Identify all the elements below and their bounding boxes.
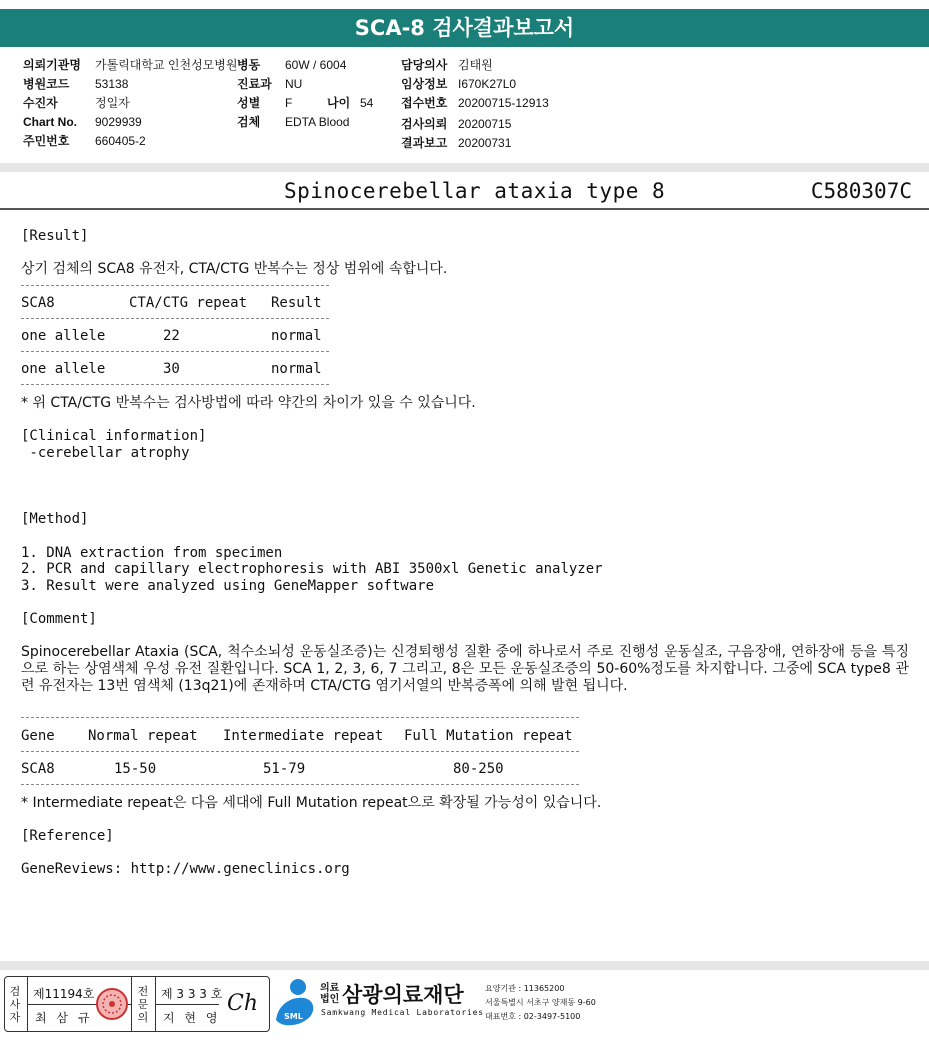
age-value: 54 — [360, 96, 374, 110]
info-label: 의뢰기관명 — [23, 58, 81, 72]
reference-heading: [Reference] — [21, 828, 114, 844]
result-row-allele: one allele — [21, 328, 106, 344]
info-label: 결과보고 — [401, 136, 448, 150]
info-value: 가톨릭대학교 인천성모병원 — [95, 58, 238, 72]
info-label: 접수번호 — [401, 96, 448, 110]
info-label: 임상정보 — [401, 77, 448, 91]
table-divider — [21, 285, 329, 286]
method-item: 2. PCR and capillary electrophoresis with ABI 3500xl Genetic analyzer — [21, 561, 603, 577]
info-value: 김태원 — [458, 58, 493, 72]
reference-link[interactable]: GeneReviews: http://www.geneclinics.org — [21, 861, 350, 877]
result-heading: [Result] — [21, 228, 89, 244]
header-divider — [0, 163, 929, 172]
comment-row-full: 80-250 — [453, 761, 504, 777]
info-label: 성별 — [237, 96, 261, 110]
specialist-label: 전문의 — [137, 985, 149, 1024]
comment-row-intermediate: 51-79 — [263, 761, 306, 777]
org-name: 삼광의료재단 — [342, 983, 464, 1007]
sml-logo-icon — [272, 976, 318, 1028]
cell-divider — [131, 977, 132, 1031]
info-value: I670K27L0 — [458, 77, 517, 91]
info-value: 20200715-12913 — [458, 96, 549, 110]
doctor-name: 지 현 영 — [163, 1011, 221, 1025]
age-label: 나이 — [327, 96, 351, 110]
doctor-signature: Ch — [227, 991, 259, 1016]
info-label: 검체 — [237, 115, 261, 129]
result-row-allele: one allele — [21, 361, 106, 377]
result-summary: 상기 검체의 SCA8 유전자, CTA/CTG 반복수는 정상 범위에 속합니다. — [21, 261, 448, 277]
info-value: 60W / 6004 — [285, 58, 347, 72]
patient-info-col1 — [23, 56, 237, 151]
clinical-text: -cerebellar atrophy — [21, 445, 190, 461]
info-label: 병원코드 — [23, 77, 70, 91]
comment-header-normal: Normal repeat — [88, 728, 198, 744]
result-row-result: normal — [271, 361, 322, 377]
info-label: Chart No. — [23, 115, 77, 129]
examiner-seal-icon — [95, 987, 129, 1021]
info-label: 담당의사 — [401, 58, 448, 72]
test-code: C580307C — [810, 179, 912, 203]
result-row-result: normal — [271, 328, 322, 344]
method-item: 3. Result were analyzed using GeneMapper software — [21, 578, 435, 594]
table-divider — [21, 351, 329, 352]
test-title-bar — [0, 177, 929, 210]
examiner-name: 최 삼 규 — [35, 1011, 93, 1025]
table-divider — [21, 784, 579, 785]
title-underline — [0, 208, 929, 210]
org-phone: 대표번호 : 02-3497-5100 — [485, 1012, 581, 1021]
comment-header-intermediate: Intermediate repeat — [223, 728, 384, 744]
signature-box — [4, 976, 270, 1032]
result-row-repeat: 22 — [163, 328, 180, 344]
patient-info-col2 — [237, 56, 373, 132]
result-header-repeat: CTA/CTG repeat — [129, 295, 248, 311]
result-note: * 위 CTA/CTG 반복수는 검사방법에 따라 약간의 차이가 있을 수 있습니다. — [21, 395, 476, 411]
doctor-license: 제 3 3 3 호 — [161, 987, 223, 1001]
info-label: 주민번호 — [23, 134, 70, 148]
method-item: 1. DNA extraction from specimen — [21, 545, 283, 561]
comment-heading: [Comment] — [21, 611, 97, 627]
info-label: 병동 — [237, 58, 261, 72]
report-title: SCA-8 검사결과보고서 — [0, 9, 929, 47]
info-value: F — [285, 96, 293, 110]
info-label: 진료과 — [237, 77, 272, 91]
org-contact — [485, 982, 596, 1024]
info-value: 20200715 — [458, 117, 512, 131]
logo-text: SML — [284, 1012, 303, 1021]
comment-row-normal: 15-50 — [114, 761, 157, 777]
result-header-gene: SCA8 — [21, 295, 55, 311]
patient-info-col3 — [401, 56, 549, 153]
comment-header-gene: Gene — [21, 728, 55, 744]
table-divider — [21, 318, 329, 319]
agency-code: 요양기관 : 11365200 — [485, 984, 565, 993]
comment-header-full: Full Mutation repeat — [404, 728, 573, 744]
comment-text: Spinocerebellar Ataxia (SCA, 척수소뇌성 운동실조증)는 신경퇴행성 질환 중에 하나로서 주로 진행성 운동실조, 구음장애, 연하장애 등을 특징으로 하는 상염색체 우성 유전 질환입니다. SCA 1, 2, 3, 6, 7 그리고, 8은 모든 운동실조증의 50-60%정도를 차지합니다. 그중에 SCA type8 관련 유전자는 13번 염색체 (13q21)에 존재하며 CTA/CTG 염기서열의 반복증폭에 의해 발현 됩니다. — [21, 644, 909, 694]
org-prefix: 의료법인 — [320, 983, 340, 1005]
info-value: EDTA Blood — [285, 115, 350, 129]
table-divider — [21, 717, 579, 718]
clinical-heading: [Clinical information] — [21, 428, 207, 444]
org-address: 서울특별시 서초구 양재동 9-60 — [485, 998, 596, 1007]
result-row-repeat: 30 — [163, 361, 180, 377]
info-label: 검사의뢰 — [401, 117, 448, 131]
test-name: Spinocerebellar ataxia type 8 — [284, 179, 666, 203]
comment-note: * Intermediate repeat은 다음 세대에 Full Mutation repeat으로 확장될 가능성이 있습니다. — [21, 795, 602, 811]
cell-divider — [155, 1004, 219, 1005]
info-label: 수진자 — [23, 96, 58, 110]
footer-divider — [0, 961, 929, 970]
info-value: NU — [285, 77, 303, 91]
result-header-result: Result — [271, 295, 322, 311]
examiner-license: 제11194호 — [33, 987, 95, 1001]
table-divider — [21, 384, 329, 385]
info-value: 9029939 — [95, 115, 142, 129]
info-value: 정일자 — [95, 96, 130, 110]
info-value: 20200731 — [458, 136, 512, 150]
method-heading: [Method] — [21, 511, 89, 527]
table-divider — [21, 751, 579, 752]
info-value: 53138 — [95, 77, 129, 91]
examiner-label: 검사자 — [9, 985, 21, 1024]
org-english-name: Samkwang Medical Laboratories — [321, 1008, 484, 1017]
info-value: 660405-2 — [95, 134, 146, 148]
comment-row-gene: SCA8 — [21, 761, 55, 777]
